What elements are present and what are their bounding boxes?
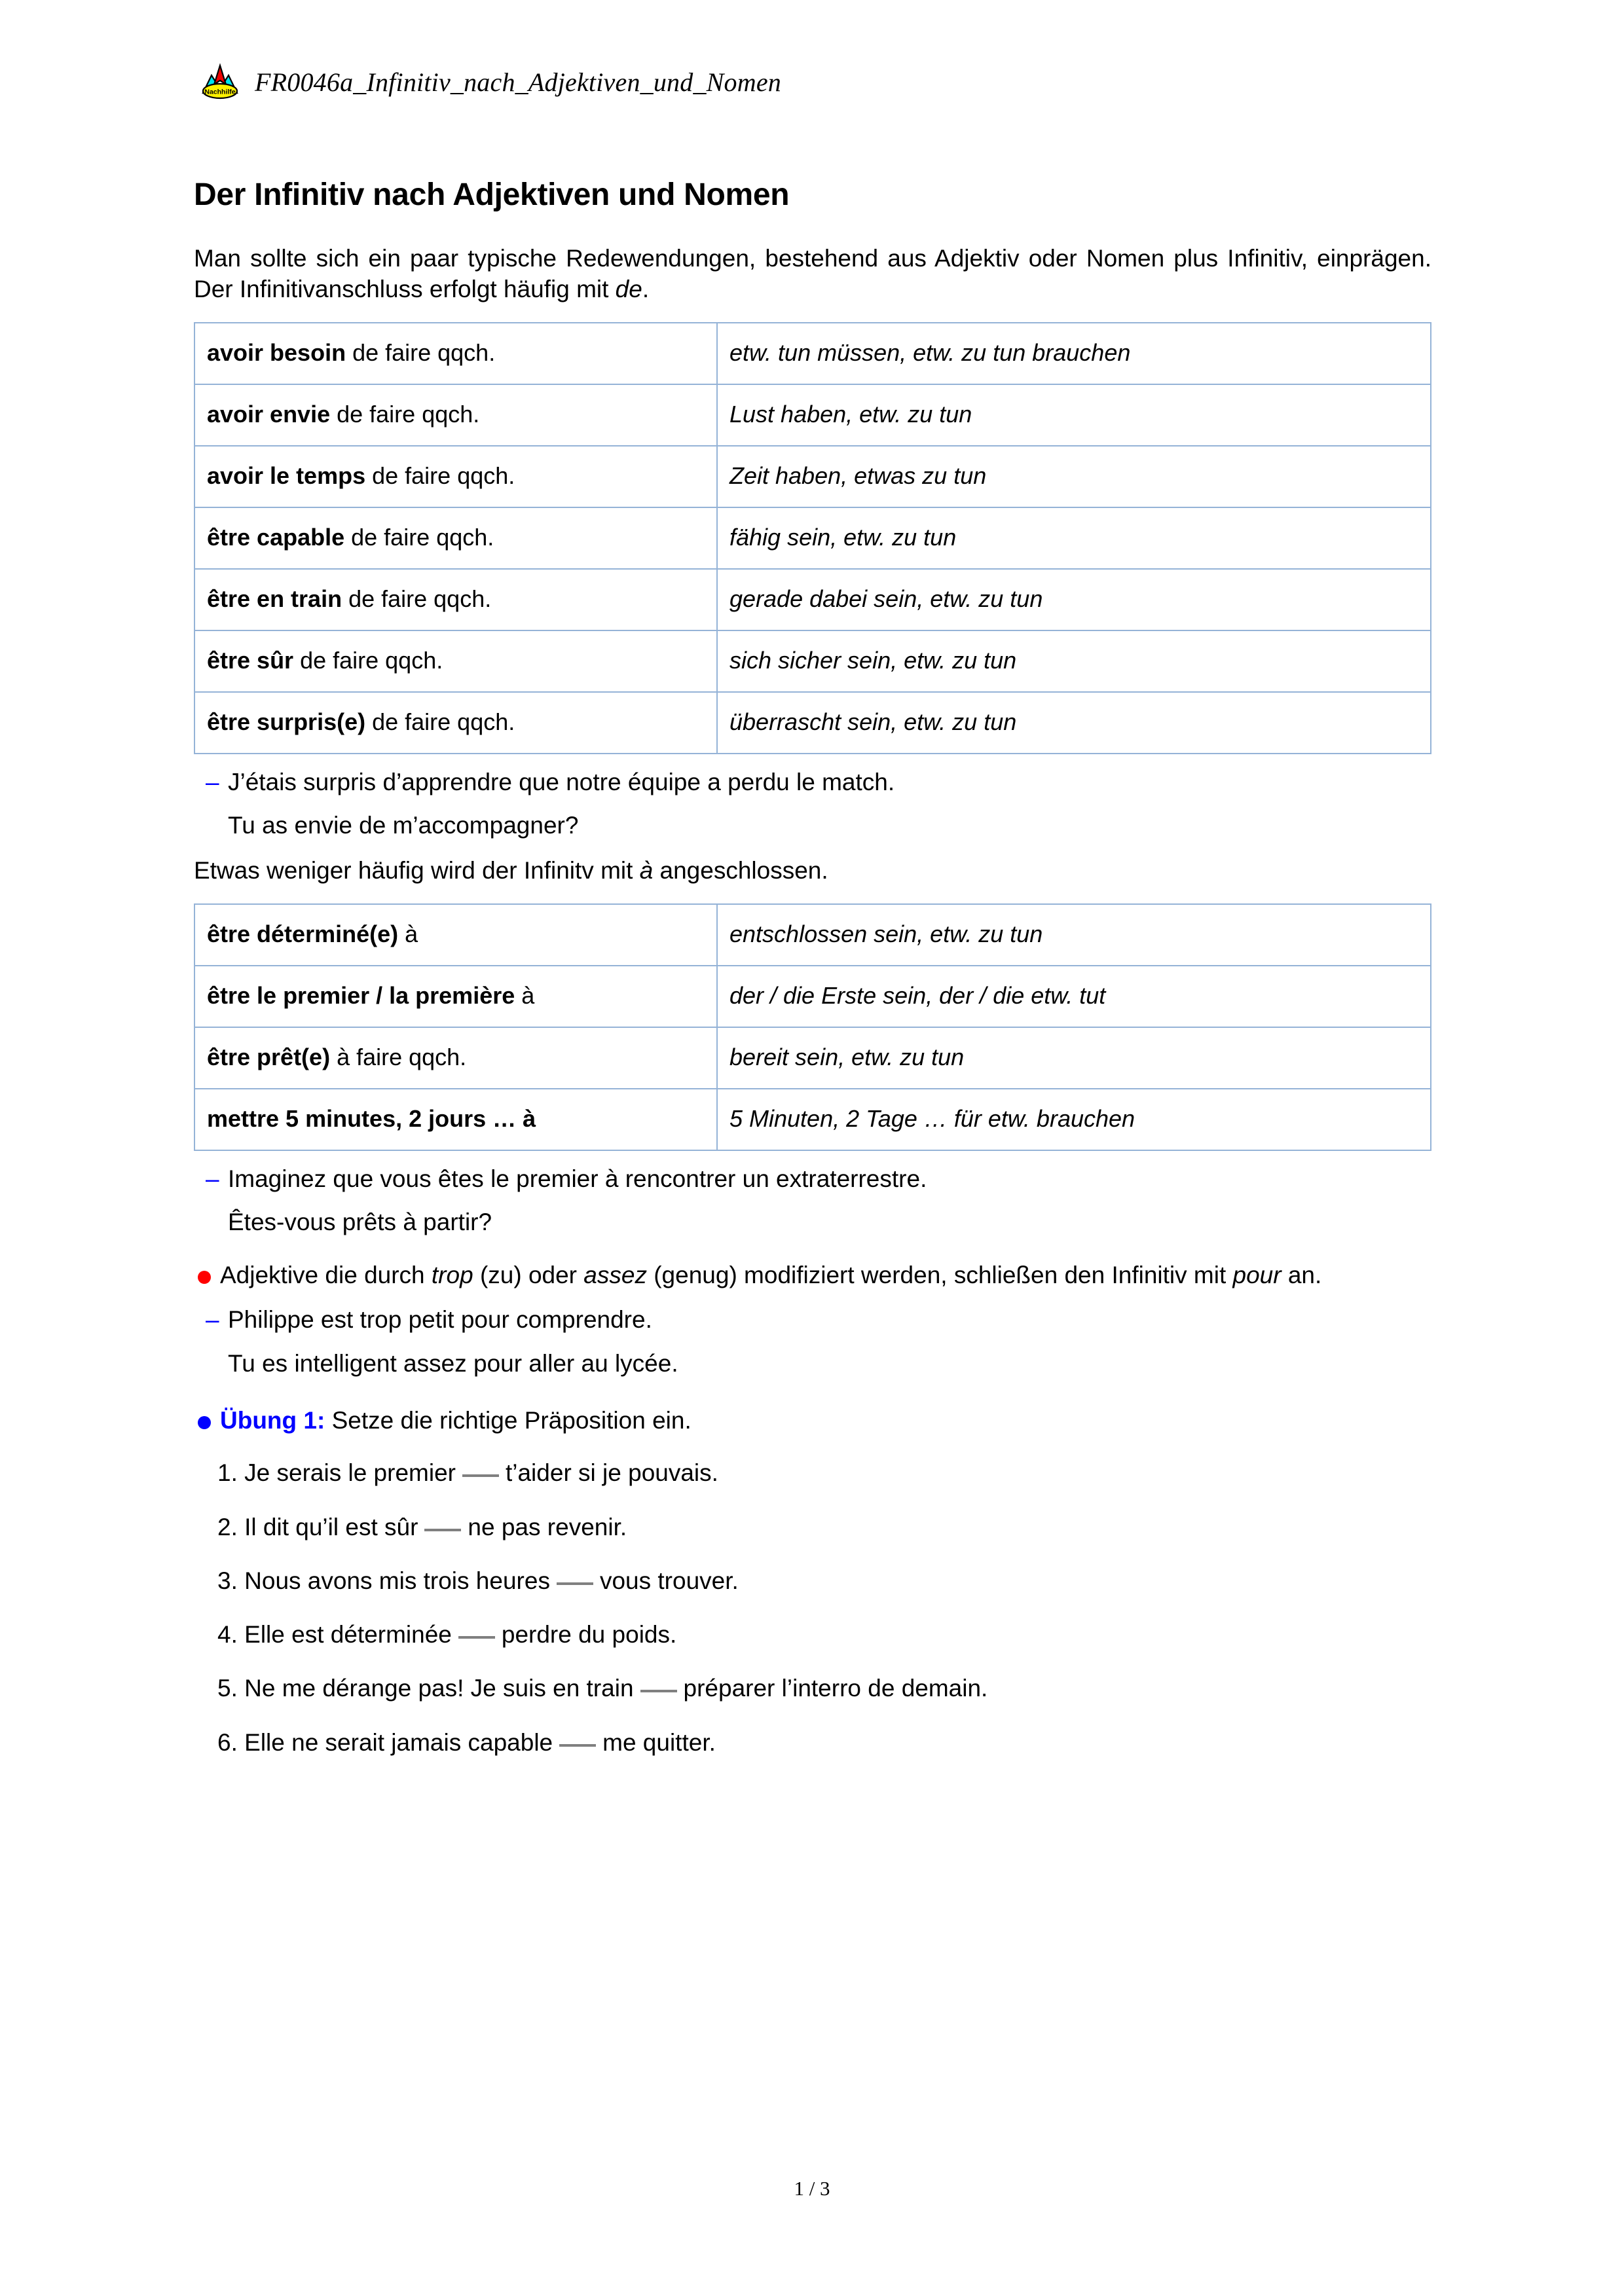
- table-cell-german: 5 Minuten, 2 Tage … für etw. brauchen: [717, 1089, 1431, 1150]
- example-sentence: Tu es intelligent assez pour aller au lycée.: [228, 1349, 678, 1377]
- table-cell-german: Lust haben, etw. zu tun: [717, 384, 1431, 446]
- exercise-after-blank: préparer l’interro de demain.: [683, 1675, 988, 1702]
- exercise-item: [217, 1566, 1431, 1596]
- example-line: [194, 1305, 1431, 1335]
- rule-seg-3: assez: [583, 1262, 647, 1289]
- exercise-label: Übung 1:: [220, 1406, 325, 1434]
- table-row: [194, 1089, 1431, 1150]
- table-cell-french: [194, 507, 717, 569]
- table-cell-french: [194, 692, 717, 754]
- table-cell-french: [194, 384, 717, 446]
- table-row: [194, 904, 1431, 966]
- exercise-before-blank: Il dit qu’il est sûr: [244, 1513, 418, 1540]
- example-block-a: [194, 1164, 1431, 1238]
- table-row: [194, 692, 1431, 754]
- document-body: [194, 177, 1431, 1781]
- rule-seg-6: an.: [1281, 1262, 1322, 1289]
- table-row: [194, 384, 1431, 446]
- intro-a-italic: à: [639, 857, 654, 884]
- header-document-title: FR0046a_Infinitiv_nach_Adjektiven_und_Nomen: [255, 67, 781, 97]
- phrase-rest: à: [398, 920, 418, 947]
- exercise-before-blank: Ne me dérange pas! Je suis en train: [244, 1675, 634, 1702]
- answer-blank[interactable]: [559, 1744, 596, 1747]
- rule-pour-text: [220, 1260, 1431, 1290]
- nachhilfe-logo-icon: [200, 63, 240, 101]
- phrase-rest: à faire qqch.: [330, 1043, 467, 1070]
- exercise-number: 2.: [217, 1513, 238, 1540]
- rule-seg-4: (genug) modifiziert werden, schließen den Infinitiv mit: [646, 1262, 1233, 1289]
- phrase-bold: avoir envie: [207, 400, 331, 428]
- phrase-rest: de faire qqch.: [365, 462, 515, 489]
- table-cell-german: bereit sein, etw. zu tun: [717, 1027, 1431, 1089]
- table-cell-german: fähig sein, etw. zu tun: [717, 507, 1431, 569]
- table-cell-german: sich sicher sein, etw. zu tun: [717, 630, 1431, 692]
- table-cell-french: [194, 630, 717, 692]
- rule-seg-5: pour: [1232, 1262, 1282, 1289]
- table-cell-french: [194, 1027, 717, 1089]
- exercise-item: [217, 1458, 1431, 1488]
- example-line: [194, 1207, 1431, 1237]
- example-dash-icon: –: [206, 1165, 219, 1192]
- table-row: [194, 966, 1431, 1027]
- exercise-heading-block: [194, 1405, 1431, 1436]
- intro-a-part1: Etwas weniger häufig wird der Infinitv mit: [194, 857, 640, 884]
- exercise-item: [217, 1620, 1431, 1650]
- bullet-dot-container: [194, 1260, 220, 1284]
- example-line: [194, 1164, 1431, 1194]
- intro-paragraph-a: [194, 855, 1431, 886]
- exercise-after-blank: vous trouver.: [599, 1567, 739, 1594]
- exercise-before-blank: Nous avons mis trois heures: [244, 1567, 550, 1594]
- example-sentence: Êtes-vous prêts à partir?: [228, 1208, 492, 1235]
- table-row: [194, 569, 1431, 630]
- phrase-rest: de faire qqch.: [293, 646, 443, 674]
- table-cell-german: etw. tun müssen, etw. zu tun brauchen: [717, 323, 1431, 384]
- table-cell-french: [194, 323, 717, 384]
- example-line: [194, 1349, 1431, 1379]
- example-sentence: J’étais surpris d’apprendre que notre équipe a perdu le match.: [228, 768, 895, 795]
- rule-pour-block: [194, 1260, 1431, 1290]
- exercise-before-blank: Je serais le premier: [244, 1459, 456, 1487]
- blue-bullet-icon: [198, 1416, 211, 1429]
- intro-a-part2: angeschlossen.: [653, 857, 828, 884]
- example-block-pour: [194, 1305, 1431, 1379]
- exercise-after-blank: me quitter.: [602, 1728, 716, 1756]
- rule-seg-2: (zu) oder: [473, 1262, 584, 1289]
- table-cell-french: [194, 904, 717, 966]
- answer-blank[interactable]: [557, 1582, 593, 1585]
- intro-text-part2: .: [642, 276, 650, 303]
- phrase-rest: à: [515, 981, 535, 1009]
- exercise-item: [217, 1728, 1431, 1758]
- exercise-number: 1.: [217, 1459, 238, 1487]
- table-cell-french: [194, 1089, 717, 1150]
- intro-italic-de: de: [615, 276, 642, 303]
- page-footer: [0, 2177, 1624, 2200]
- example-dash-icon: –: [206, 1306, 219, 1334]
- table-row: [194, 446, 1431, 507]
- phrase-bold: être capable: [207, 523, 345, 551]
- example-sentence: Tu as envie de m’accompagner?: [228, 811, 579, 839]
- phrase-bold: être surpris(e): [207, 708, 366, 735]
- page-number: 1 / 3: [794, 2177, 830, 2200]
- rule-seg-1: trop: [431, 1262, 473, 1289]
- exercise-heading-text: [220, 1405, 1431, 1436]
- exercise-number: 4.: [217, 1621, 238, 1649]
- bullet-dot-container: [194, 1405, 220, 1429]
- red-bullet-icon: [198, 1271, 211, 1284]
- intro-paragraph-de: [194, 243, 1431, 305]
- page-header: [200, 63, 781, 101]
- table-cell-german: Zeit haben, etwas zu tun: [717, 446, 1431, 507]
- exercise-number: 5.: [217, 1675, 238, 1702]
- exercise-item: [217, 1512, 1431, 1542]
- phrase-bold: être le premier / la première: [207, 981, 515, 1009]
- phrase-table-a: [194, 903, 1431, 1151]
- phrase-rest: de faire qqch.: [344, 523, 494, 551]
- exercise-number: 3.: [217, 1567, 238, 1594]
- exercise-list: [194, 1458, 1431, 1758]
- phrase-rest: de faire qqch.: [346, 338, 496, 366]
- table-cell-german: der / die Erste sein, der / die etw. tut: [717, 966, 1431, 1027]
- exercise-number: 6.: [217, 1728, 238, 1756]
- phrase-bold: être déterminé(e): [207, 920, 399, 947]
- phrase-table-de: [194, 322, 1431, 754]
- table-row: [194, 630, 1431, 692]
- phrase-bold: être en train: [207, 585, 342, 612]
- exercise-before-blank: Elle est déterminée: [244, 1621, 452, 1649]
- phrase-rest: de faire qqch.: [342, 585, 492, 612]
- exercise-instruction: Setze die richtige Präposition ein.: [325, 1406, 692, 1434]
- table-row: [194, 323, 1431, 384]
- example-sentence: Imaginez que vous êtes le premier à rencontrer un extraterrestre.: [228, 1165, 927, 1192]
- rule-seg-0: Adjektive die durch: [220, 1262, 432, 1289]
- table-cell-german: überrascht sein, etw. zu tun: [717, 692, 1431, 754]
- exercise-after-blank: ne pas revenir.: [468, 1513, 627, 1540]
- exercise-after-blank: t’aider si je pouvais.: [505, 1459, 718, 1487]
- exercise-after-blank: perdre du poids.: [501, 1621, 677, 1649]
- svg-text:Nachhilfe: Nachhilfe: [204, 88, 236, 96]
- exercise-item: [217, 1673, 1431, 1704]
- table-row: [194, 507, 1431, 569]
- example-line: [194, 811, 1431, 841]
- table-cell-french: [194, 446, 717, 507]
- phrase-bold: mettre 5 minutes, 2 jours … à: [207, 1104, 536, 1132]
- example-line: [194, 767, 1431, 797]
- table-cell-french: [194, 569, 717, 630]
- example-sentence: Philippe est trop petit pour comprendre.: [228, 1306, 652, 1334]
- phrase-bold: avoir le temps: [207, 462, 366, 489]
- answer-blank[interactable]: [424, 1529, 461, 1531]
- page-title: Der Infinitiv nach Adjektiven und Nomen: [194, 177, 790, 212]
- phrase-rest: de faire qqch.: [330, 400, 480, 428]
- table-cell-french: [194, 966, 717, 1027]
- table-cell-german: gerade dabei sein, etw. zu tun: [717, 569, 1431, 630]
- answer-blank[interactable]: [458, 1636, 495, 1639]
- answer-blank[interactable]: [640, 1690, 677, 1692]
- table-row: [194, 1027, 1431, 1089]
- table-cell-german: entschlossen sein, etw. zu tun: [717, 904, 1431, 966]
- answer-blank[interactable]: [462, 1474, 499, 1477]
- phrase-rest: de faire qqch.: [365, 708, 515, 735]
- phrase-bold: être sûr: [207, 646, 294, 674]
- phrase-bold: être prêt(e): [207, 1043, 331, 1070]
- intro-text-part1: Man sollte sich ein paar typische Redewendungen, bestehend aus Adjektiv oder Nomen plus Infinitiv, einprägen. Der Infinitivanschluss erfolgt häufig mit: [194, 245, 1431, 303]
- phrase-bold: avoir besoin: [207, 338, 346, 366]
- example-block-de: [194, 767, 1431, 841]
- example-dash-icon: –: [206, 768, 219, 795]
- exercise-before-blank: Elle ne serait jamais capable: [244, 1728, 553, 1756]
